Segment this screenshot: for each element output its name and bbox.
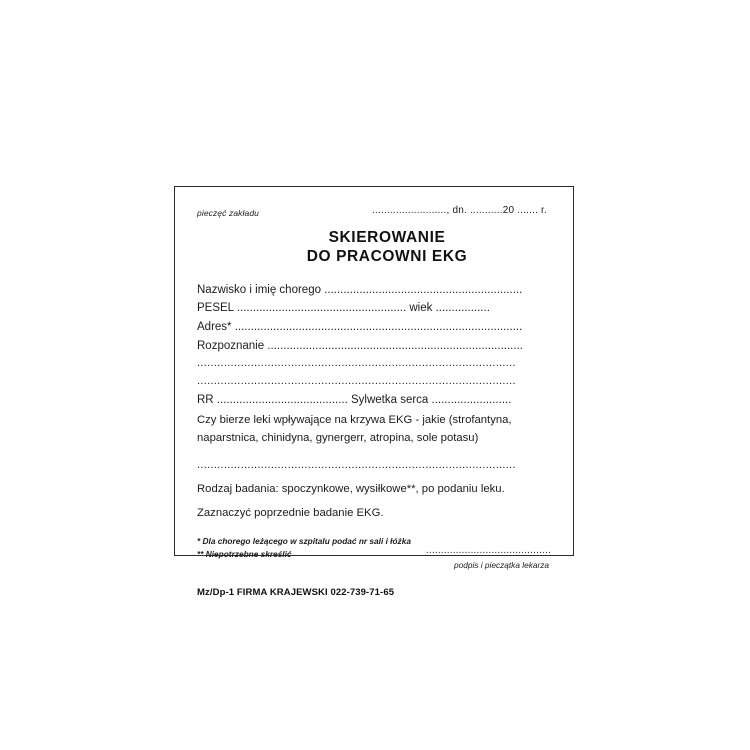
- field-pesel-age[interactable]: PESEL ..................................................... wiek .................: [197, 302, 490, 315]
- field-patient-name[interactable]: Nazwisko i imię chorego ..............................................................: [197, 283, 523, 296]
- field-rr-heart-silhouette[interactable]: RR ......................................... Sylwetka serca .........................: [197, 393, 512, 406]
- medication-answer-spacer: [197, 446, 551, 457]
- stamp-label: pieczęć zakładu: [197, 208, 259, 218]
- field-address[interactable]: Adres* ..........................................................................................: [197, 321, 523, 333]
- medication-question-line-2: naparstnica, chinidyna, gynergerr, atropina, sole potasu): [197, 431, 479, 444]
- field-diagnosis-continuation-1[interactable]: ...............................................................................................: [197, 357, 516, 370]
- date-line-field[interactable]: ........................., dn. ...........20 ....... r.: [372, 205, 547, 216]
- field-diagnosis[interactable]: Rozpoznanie ................................................................................: [197, 339, 523, 352]
- field-medication-answer[interactable]: ...............................................................................................: [197, 458, 516, 471]
- form-fields: [197, 281, 551, 410]
- referral-form-card: [174, 186, 574, 598]
- title-line-1: SKIEROWANIE: [328, 229, 446, 246]
- title-line-2: DO PRACOWNI EKG: [306, 248, 468, 266]
- exam-type-line[interactable]: Rodzaj badania: spoczynkowe, wysiłkowe**, po podaniu leku.: [197, 483, 505, 496]
- medication-question-line-1: Czy bierze leki wpływające na krzywa EKG - jakie (strofantyna,: [197, 413, 512, 426]
- signature-dots[interactable]: ..........................................: [425, 544, 551, 556]
- field-diagnosis-continuation-2[interactable]: ...............................................................................................: [197, 375, 516, 388]
- previous-exam-line[interactable]: Zaznaczyć poprzednie badanie EKG.: [197, 507, 384, 520]
- form-header-row: [197, 205, 551, 218]
- footnote-1: * Dla chorego leżącego w szpitalu podać nr sali i łóżka: [197, 536, 411, 547]
- signature-caption: podpis i pieczątka lekarza: [453, 559, 549, 570]
- form-title: [223, 228, 551, 267]
- footnote-2: ** Niepotrzebne skreślić: [197, 549, 292, 560]
- form-imprint: Mz/Dp-1 FIRMA KRAJEWSKI 022-739-71-65: [197, 586, 395, 598]
